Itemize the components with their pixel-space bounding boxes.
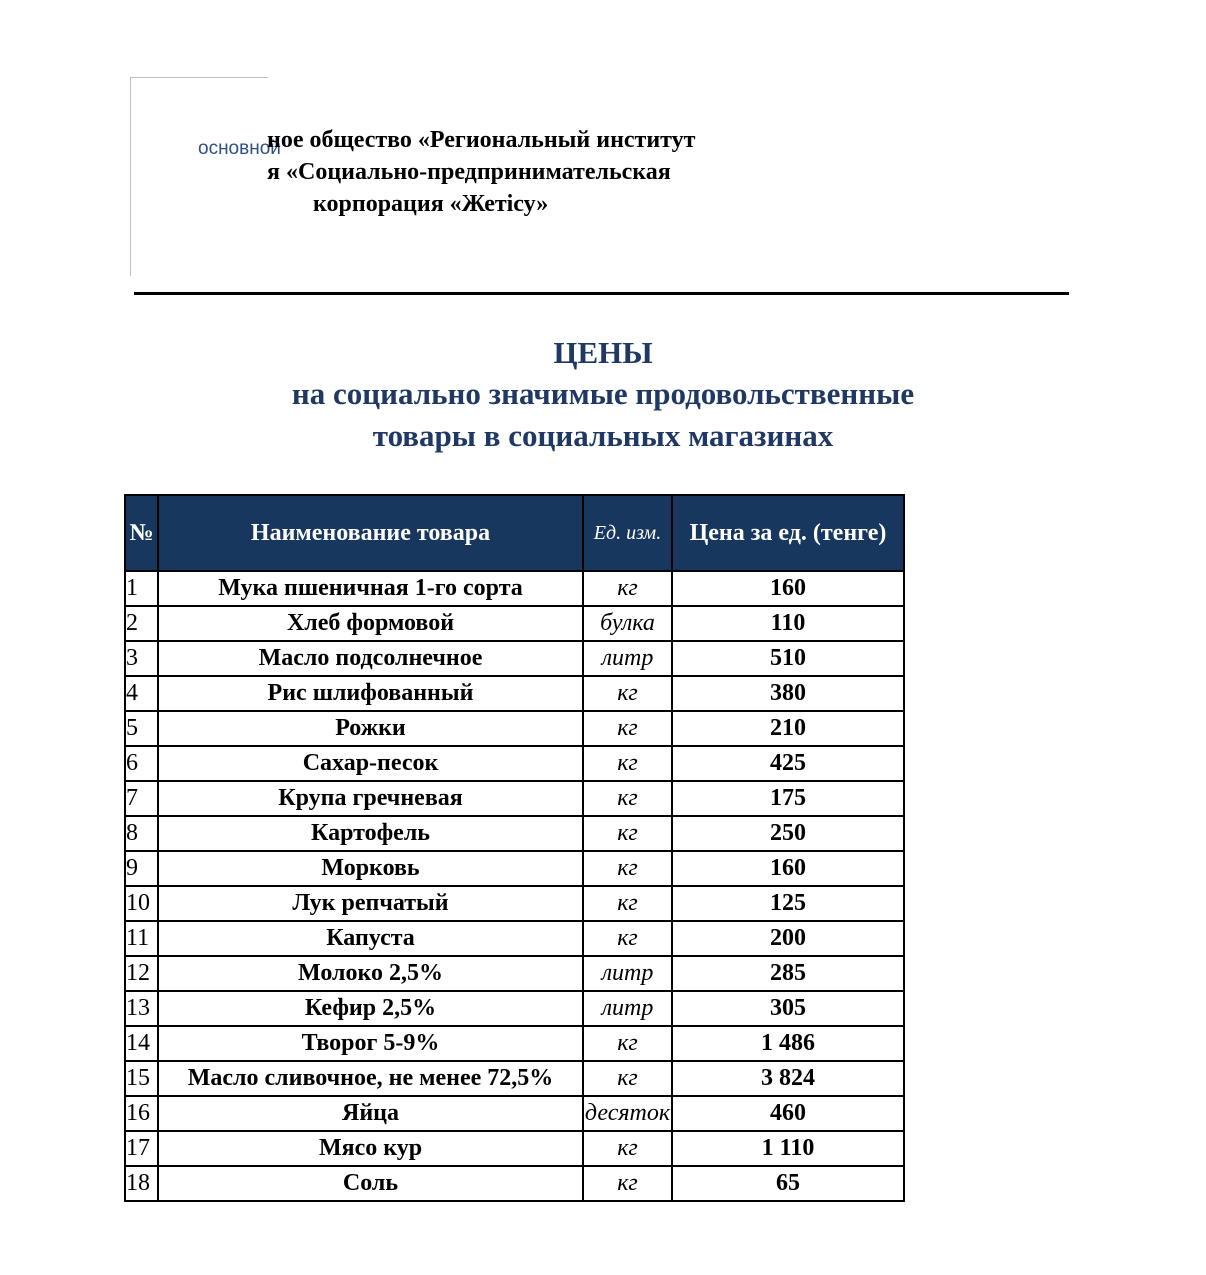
header-unit: Ед. изм. <box>583 495 672 571</box>
product-name: Яйца <box>158 1096 583 1131</box>
unit-of-measure: кг <box>583 851 672 886</box>
unit-price: 125 <box>672 886 904 921</box>
unit-price: 285 <box>672 956 904 991</box>
title-main: ЦЕНЫ <box>553 335 653 370</box>
unit-of-measure: кг <box>583 1061 672 1096</box>
product-name: Хлеб формовой <box>158 606 583 641</box>
row-number: 9 <box>125 851 158 886</box>
table-row <box>125 711 904 746</box>
table-body <box>125 571 904 1201</box>
unit-price: 380 <box>672 676 904 711</box>
row-number: 7 <box>125 781 158 816</box>
unit-price: 160 <box>672 851 904 886</box>
unit-of-measure: кг <box>583 676 672 711</box>
table-row <box>125 991 904 1026</box>
product-name: Картофель <box>158 816 583 851</box>
product-name: Мясо кур <box>158 1131 583 1166</box>
table-row <box>125 1096 904 1131</box>
unit-price: 1 486 <box>672 1026 904 1061</box>
table-row <box>125 1131 904 1166</box>
product-name: Масло подсолнечное <box>158 641 583 676</box>
product-name: Молоко 2,5% <box>158 956 583 991</box>
table-row <box>125 781 904 816</box>
unit-of-measure: кг <box>583 1026 672 1061</box>
row-number: 18 <box>125 1166 158 1201</box>
row-number: 14 <box>125 1026 158 1061</box>
table-row <box>125 851 904 886</box>
unit-of-measure: булка <box>583 606 672 641</box>
header-price: Цена за ед. (тенге) <box>672 495 904 571</box>
table-row <box>125 571 904 606</box>
unit-price: 175 <box>672 781 904 816</box>
table-row <box>125 676 904 711</box>
unit-price: 250 <box>672 816 904 851</box>
document-title <box>0 333 1206 457</box>
table-row <box>125 746 904 781</box>
row-number: 5 <box>125 711 158 746</box>
unit-of-measure: литр <box>583 991 672 1026</box>
unit-of-measure: кг <box>583 571 672 606</box>
product-name: Масло сливочное, не менее 72,5% <box>158 1061 583 1096</box>
unit-price: 305 <box>672 991 904 1026</box>
header-divider <box>134 292 1069 295</box>
unit-of-measure: литр <box>583 956 672 991</box>
product-name: Крупа гречневая <box>158 781 583 816</box>
product-name: Мука пшеничная 1-го сорта <box>158 571 583 606</box>
table-row <box>125 1166 904 1201</box>
row-number: 6 <box>125 746 158 781</box>
row-number: 1 <box>125 571 158 606</box>
unit-of-measure: кг <box>583 746 672 781</box>
price-table <box>124 494 905 1202</box>
row-number: 15 <box>125 1061 158 1096</box>
product-name: Творог 5-9% <box>158 1026 583 1061</box>
table-row <box>125 606 904 641</box>
unit-of-measure: кг <box>583 781 672 816</box>
unit-of-measure: кг <box>583 1166 672 1201</box>
unit-price: 510 <box>672 641 904 676</box>
row-number: 11 <box>125 921 158 956</box>
org-name-line-1: ное общество «Региональный институт <box>267 127 696 153</box>
unit-of-measure: литр <box>583 641 672 676</box>
unit-price: 3 824 <box>672 1061 904 1096</box>
table-row <box>125 1026 904 1061</box>
logo-text: основной <box>198 138 281 159</box>
unit-of-measure: кг <box>583 816 672 851</box>
org-name-line-3: корпорация «Жетісу» <box>313 191 549 217</box>
row-number: 3 <box>125 641 158 676</box>
row-number: 12 <box>125 956 158 991</box>
title-sub-line-1: на социально значимые продовольственные <box>291 376 915 411</box>
row-number: 10 <box>125 886 158 921</box>
product-name: Сахар-песок <box>158 746 583 781</box>
unit-of-measure: кг <box>583 1131 672 1166</box>
unit-price: 460 <box>672 1096 904 1131</box>
row-number: 4 <box>125 676 158 711</box>
table-row <box>125 886 904 921</box>
unit-of-measure: кг <box>583 711 672 746</box>
table-row <box>125 641 904 676</box>
row-number: 13 <box>125 991 158 1026</box>
org-name-line-2: я «Социально-предпринимательская <box>267 159 671 185</box>
unit-price: 200 <box>672 921 904 956</box>
unit-of-measure: кг <box>583 921 672 956</box>
unit-price: 110 <box>672 606 904 641</box>
row-number: 16 <box>125 1096 158 1131</box>
unit-price: 425 <box>672 746 904 781</box>
product-name: Лук репчатый <box>158 886 583 921</box>
unit-of-measure: кг <box>583 886 672 921</box>
row-number: 17 <box>125 1131 158 1166</box>
unit-price: 1 110 <box>672 1131 904 1166</box>
product-name: Рожки <box>158 711 583 746</box>
unit-price: 210 <box>672 711 904 746</box>
table-row <box>125 921 904 956</box>
header-name: Наименование товара <box>158 495 583 571</box>
table-row <box>125 816 904 851</box>
unit-of-measure: десяток <box>583 1096 672 1131</box>
product-name: Рис шлифованный <box>158 676 583 711</box>
product-name: Кефир 2,5% <box>158 991 583 1026</box>
header-num: № <box>125 495 158 571</box>
table-row <box>125 956 904 991</box>
logo-frame <box>130 77 281 276</box>
product-name: Соль <box>158 1166 583 1201</box>
row-number: 8 <box>125 816 158 851</box>
row-number: 2 <box>125 606 158 641</box>
table-row <box>125 1061 904 1096</box>
title-sub-line-2: товары в социальных магазинах <box>372 418 834 453</box>
unit-price: 65 <box>672 1166 904 1201</box>
unit-price: 160 <box>672 571 904 606</box>
product-name: Морковь <box>158 851 583 886</box>
product-name: Капуста <box>158 921 583 956</box>
table-header-row <box>125 495 904 571</box>
